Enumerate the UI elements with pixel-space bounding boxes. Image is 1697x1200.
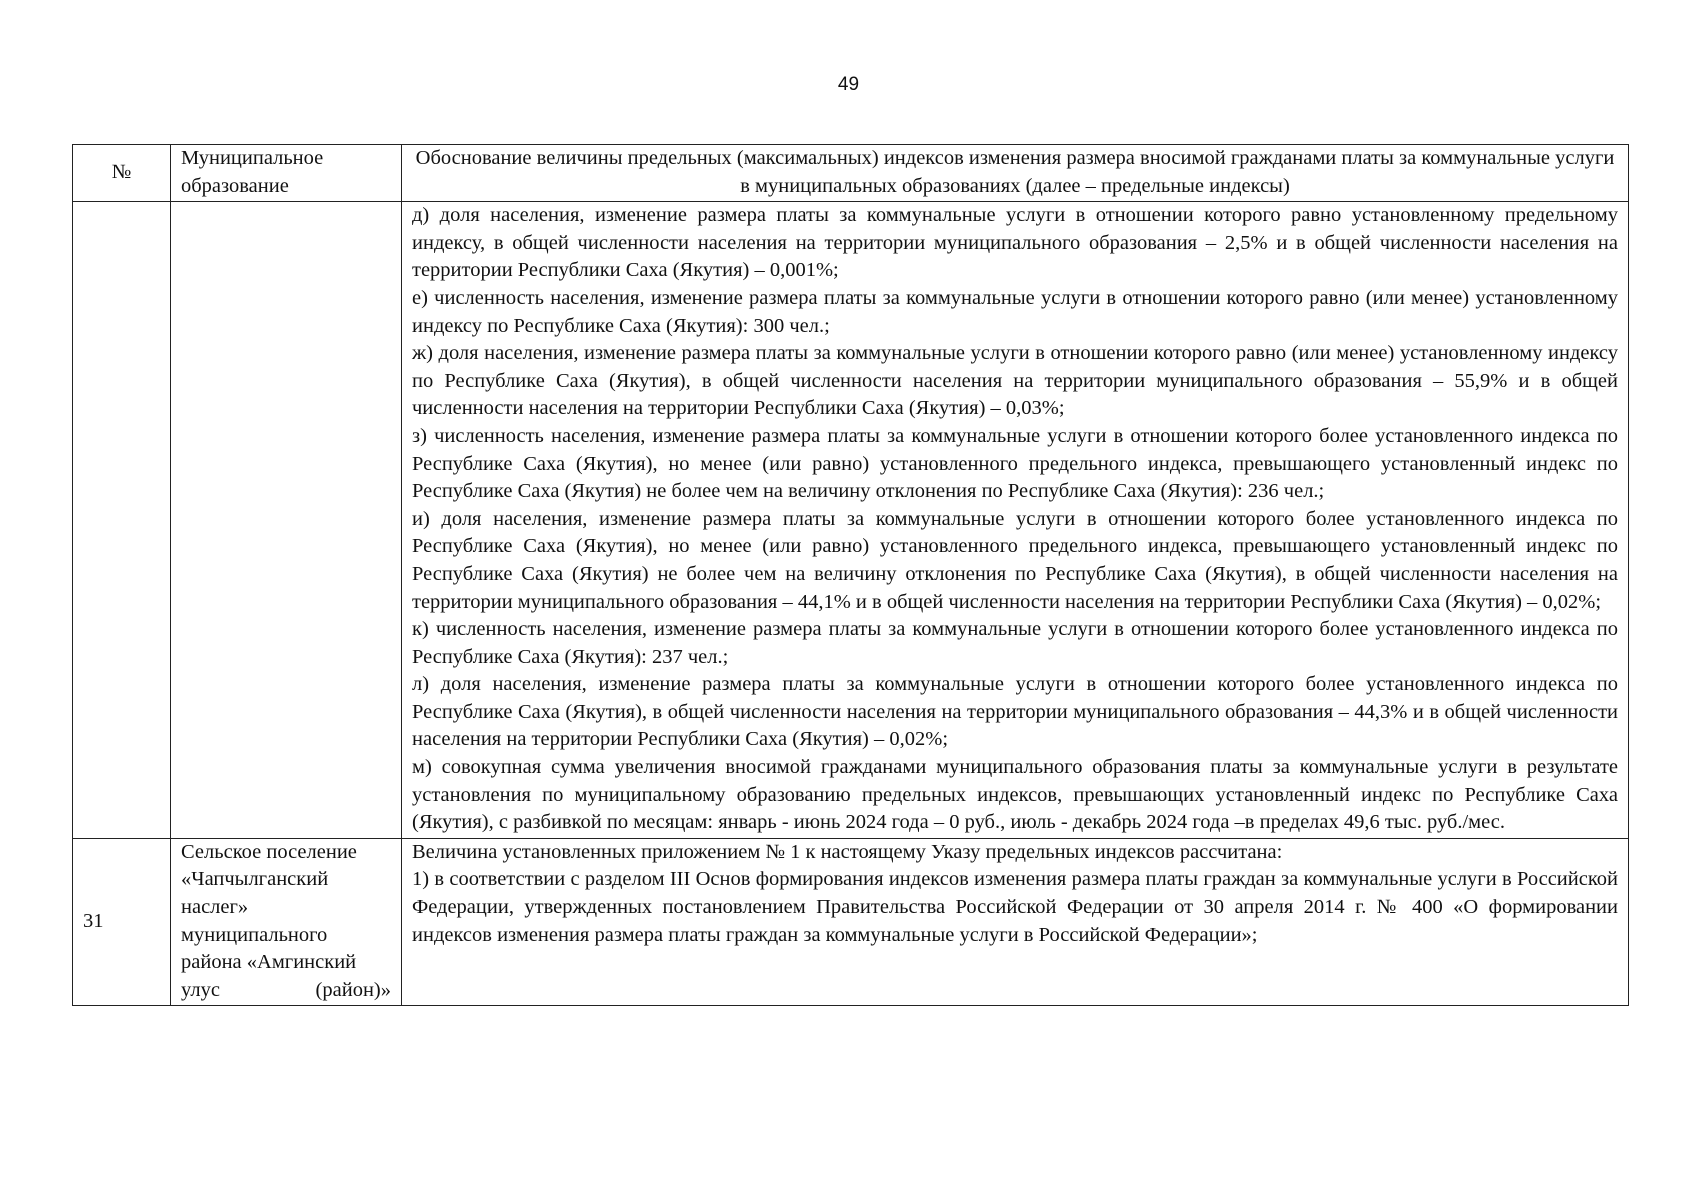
paragraph-z: з) численность населения, изменение размера платы за коммунальные услуги в отношении которого более установленного индекса по Республике Саха (Якутия), но менее (или равно) установленного предельного индекса, превышающего установленный индекс по Республике Саха (Якутия) не более чем на величину отклонения по Республике Саха (Якутия): 236 чел.; [412, 424, 1618, 503]
paragraph-e: е) численность населения, изменение размера платы за коммунальные услуги в отношении которого равно (или менее) установленному индексу по Республике Саха (Якутия): 300 чел.; [412, 286, 1618, 337]
row-municipality-cell [171, 838, 402, 1006]
page-number: 49 [837, 74, 860, 95]
table-row-continuation [73, 202, 1629, 839]
municipality-line: улус (район)» [181, 978, 391, 1001]
municipality-line: муниципального [181, 923, 328, 946]
header-justification: Обоснование величины предельных (максимальных) индексов изменения размера вносимой гражданами платы за коммунальные услуги в муниципальных образованиях (далее – предельные индексы) [402, 145, 1629, 202]
table-header-row [73, 145, 1629, 202]
table-row-31 [73, 838, 1629, 1006]
paragraph-1: 1) в соответствии с разделом III Основ формирования индексов изменения размера платы граждан за коммунальные услуги в Российской Федерации, утвержденных постановлением Правительства Российской Федерации от 30 апреля 2014 г. № 400 «О формировании индексов изменения размера платы граждан за коммунальные услуги в Российской Федерации»; [412, 868, 1618, 946]
justification-table [72, 144, 1629, 1006]
paragraph-m: м) совокупная сумма увеличения вносимой гражданами муниципального образования платы за коммунальные услуги в результате установления по муниципальному образованию предельных индексов, превышающих установленный индекс по Республике Саха (Якутия), с разбивкой по месяцам: январь - июнь 2024 года – 0 руб., июль - декабрь 2024 года –в пределах 49,6 тыс. руб./мес. [412, 756, 1618, 834]
paragraph-l: л) доля населения, изменение размера платы за коммунальные услуги в отношении которого более установленного индекса по Республике Саха (Якутия), в общей численности населения на территории муниципального образования – 44,3% и в общей численности населения на территории Республики Саха (Якутия) – 0,02%; [412, 673, 1618, 751]
paragraph-k: к) численность населения, изменение размера платы за коммунальные услуги в отношении которого более установленного индекса по Республике Саха (Якутия): 237 чел.; [412, 618, 1618, 668]
municipality-line: района «Амгинский [181, 951, 357, 974]
header-number: № [73, 145, 171, 202]
row-number-cell: 31 [73, 838, 171, 1006]
header-municipality: Муниципальное образование [171, 145, 402, 202]
paragraph-zh: ж) доля населения, изменение размера платы за коммунальные услуги в отношении которого равно (или менее) установленному индексу по Республике Саха (Якутия), в общей численности населения на территории муниципального образования – 55,9% и в общей численности населения на территории Республики Саха (Якутия) – 0,03%; [412, 342, 1618, 420]
paragraph-intro: Величина установленных приложением № 1 к настоящему Указу предельных индексов рассчитана: [412, 840, 1283, 863]
municipality-line: Сельское поселение [181, 840, 357, 863]
paragraph-i: и) доля населения, изменение размера платы за коммунальные услуги в отношении которого более установленного индекса по Республике Саха (Якутия), но менее (или равно) установленного предельного индекса, превышающего установленный индекс по Республике Саха (Якутия) не более чем на величину отклонения по Республике Саха (Якутия), в общей численности населения на территории муниципального образования – 44,1% и в общей численности населения на территории Республики Саха (Якутия) – 0,02%; [412, 507, 1618, 613]
paragraph-d: д) доля населения, изменение размера платы за коммунальные услуги в отношении которого равно установленному предельному индексу, в общей численности населения на территории муниципального образования – 2,5% и в общей численности населения на территории Республики Саха (Якутия) – 0,001%; [412, 204, 1618, 282]
municipality-line: наслег» [181, 896, 249, 919]
municipality-line: «Чапчылганский [181, 868, 329, 891]
row-municipality-cell [171, 202, 402, 839]
row-justification-cell [402, 838, 1629, 1006]
row-justification-cell [402, 202, 1629, 839]
row-number-cell [73, 202, 171, 839]
